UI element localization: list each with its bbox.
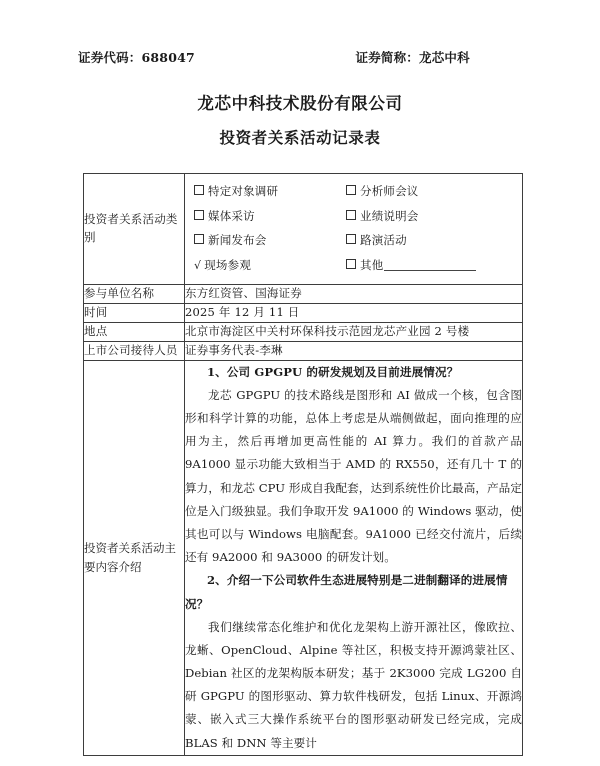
checkbox-label: 分析师会议: [360, 184, 419, 198]
security-code-value: 688047: [141, 50, 195, 65]
company-title: 龙芯中科技术股份有限公司: [197, 94, 403, 113]
security-name-value: 龙芯中科: [419, 50, 470, 65]
checkbox-label: 其他: [360, 257, 384, 272]
checkmark-icon: √: [194, 258, 202, 272]
table-row-activity-type: [84, 174, 523, 285]
table-row-participants: [84, 285, 523, 304]
checkbox-item-media-interview[interactable]: [194, 209, 346, 225]
security-name-label: 证券简称：: [355, 50, 420, 65]
checkbox-item-site-visit[interactable]: [194, 258, 346, 274]
security-name-group: [356, 48, 523, 66]
time-label: 时间: [84, 304, 185, 323]
answer-body-2: 我们继续常态化维护和优化龙架构上游开源社区，像欧拉、龙蜥、OpenCloud、Alpine 等社区，积极支持开源鸿蒙社区、Debian 社区的龙架构版本研发；基于 2K3000 完成 LG200 自研 GPGPU 的图形驱动、算力软件栈研发，包括 Linux、开源鸿蒙、嵌入式三大操作系统平台的图形驱动研发已经完成，完成 BLAS 和 DNN 等主要计: [185, 619, 522, 750]
checkbox-item-roadshow[interactable]: [346, 233, 516, 249]
checkbox-icon[interactable]: [194, 234, 204, 244]
table-row-time: [84, 304, 523, 323]
activity-type-options-cell: [185, 174, 523, 285]
question-heading-2: 2、介绍一下公司软件生态进展特别是二进制翻译的进展情况？: [185, 573, 508, 611]
main-content-label: 投资者关系活动主要内容介绍: [84, 360, 185, 755]
security-code-label: 证券代码：: [78, 50, 142, 65]
reception-staff-label: 上市公司接待人员: [84, 341, 185, 360]
location-value: 北京市海淀区中关村环保科技示范园龙芯产业园 2 号楼: [185, 323, 523, 342]
checkbox-icon[interactable]: [346, 210, 356, 220]
checkbox-item-specific-object-research[interactable]: [194, 184, 346, 200]
checkbox-item-press-conference[interactable]: [194, 233, 346, 249]
investor-relations-table: [83, 173, 523, 756]
checkbox-icon[interactable]: [346, 259, 356, 269]
security-code-group: [78, 48, 356, 66]
participants-label: 参与单位名称: [84, 285, 185, 304]
checkbox-label: 媒体采访: [208, 208, 255, 223]
checkbox-icon[interactable]: [194, 185, 204, 195]
checkbox-label: 路演活动: [360, 233, 407, 248]
checkbox-label: 现场参观: [204, 257, 252, 272]
document-title: 投资者关系活动记录表: [219, 127, 381, 147]
participants-value: 东方红资管、国海证券: [185, 285, 523, 304]
reception-staff-value: 证券事务代表-李琳: [185, 341, 523, 360]
table-row-reception-staff: [84, 341, 523, 360]
checkbox-label: 特定对象调研: [208, 184, 279, 198]
checkbox-item-other[interactable]: [346, 258, 516, 274]
answer-body-1: 龙芯 GPGPU 的技术路线是图形和 AI 做成一个核，包含图形和科学计算的功能，总体上考虑是从端侧做起，面向推理的应用为主，然后再增加更高性能的 AI 算力。我们的首款产品 9A1000 显示功能大致相当于 AMD 的 RX550，还有几十 T 的算力，和龙芯 CPU 形成自我配套，达到系统性价比最高，产品定位是入门级独显。我们争取开发 9A1000 的 Windows 驱动，使其也可以与 Windows 电脑配套。9A1000 已经交付流片，后续还有 9A2000 和 9A3000 的研发计划。: [185, 387, 522, 565]
table-row-main-content: [84, 360, 523, 755]
table-row-location: [84, 323, 523, 342]
other-blank-input[interactable]: [384, 259, 476, 271]
checkbox-label: 业绩说明会: [360, 208, 419, 223]
checkbox-item-earnings-briefing[interactable]: [346, 209, 516, 225]
checkbox-icon[interactable]: [346, 234, 356, 244]
checkbox-icon[interactable]: [194, 210, 204, 220]
location-label: 地点: [84, 323, 185, 342]
doc-header: [78, 0, 522, 66]
checkbox-icon[interactable]: [346, 185, 356, 195]
activity-type-label: 投资者关系活动类别: [84, 174, 185, 285]
activity-type-checkbox-grid: [185, 174, 522, 284]
checkbox-item-analyst-meeting[interactable]: [346, 184, 516, 200]
title-block: [0, 92, 600, 149]
question-heading-1: 1、公司 GPGPU 的研发规划及目前进展情况？: [207, 364, 459, 379]
time-value: 2025 年 12 月 11 日: [185, 304, 523, 323]
checkbox-label: 新闻发布会: [208, 233, 267, 248]
main-content-cell: [185, 360, 523, 755]
